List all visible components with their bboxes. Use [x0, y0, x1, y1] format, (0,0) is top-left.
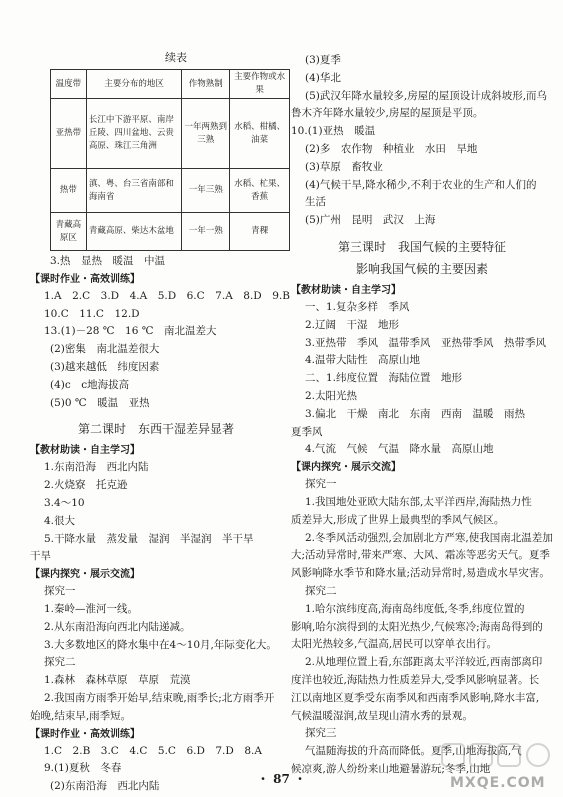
answer-line: 干旱 [30, 550, 51, 563]
table-cell-zone: 热带 [51, 169, 87, 213]
table-cell-crop-cycle: 一年三熟 [182, 169, 230, 213]
answer-line: (4)气候干旱,降水稀少,不利于农业的生产和人们的 [305, 178, 537, 191]
table-cell-zone: 亚热带 [51, 99, 87, 169]
answer-line: (3)草原 畜牧业 [305, 160, 383, 173]
table-cell-crops: 水稻、杧果、香蕉 [230, 169, 290, 213]
answer-line: 质差异大,形成了世界上最典型的季风气候区。 [291, 513, 505, 526]
answer-line: (5)0 ℃ 暖温 亚热 [50, 396, 150, 409]
table-cell-crop-cycle: 一年一熟 [182, 213, 230, 251]
answer-line: (4)c c地海拔高 [50, 378, 130, 391]
answer-line: 4.温带大陆性 高原山地 [305, 354, 421, 367]
answer-line: (3)夏季 [305, 54, 341, 66]
subsection-label: 探究二 [305, 584, 337, 597]
lesson-subtitle: 影响我国气候的主要因素 [355, 261, 488, 276]
answer-line: 太阳光热较多,气温高,居民可以穿单衣出行。 [291, 638, 498, 651]
answer-line: 2.我国南方雨季开始早,结束晚,雨季长;北方雨季开 [44, 691, 275, 704]
answer-line: 候凉爽,游人纷纷来山地避暑游玩;冬季,山地 [291, 762, 491, 775]
answer-line: 3.偏北 干燥 南北 东南 西南 温暖 雨热 [305, 407, 526, 420]
answer-line: 4.很大 [44, 514, 76, 527]
answer-line: 3.热 显热 暖温 中温 [50, 255, 166, 267]
answer-line: 10.(1)亚热 暖温 [291, 125, 376, 138]
lesson-title: 第二课时 东西干湿差异显著 [77, 422, 234, 437]
answer-line: (5)武汉年降水量较多,房屋的屋顶设计成斜坡形,而乌 [305, 89, 548, 102]
answer-line: (2)多 农作物 种植业 水田 旱地 [305, 142, 478, 155]
table-row [51, 99, 290, 169]
right-answers-1 [291, 52, 553, 230]
table-row [51, 169, 290, 213]
answer-line: 夏季风 [291, 425, 323, 438]
table-cell-crop-cycle: 一年两熟到三熟 [182, 99, 230, 169]
table-header-cell: 主要作物或水果 [230, 70, 290, 99]
answer-line: 3.亚热带 季风 温带季风 亚热带季风 热带季风 [305, 336, 547, 349]
answer-line: 1.A 2.C 3.D 4.A 5.D 6.C 7.A 8.D 9.B [44, 289, 290, 302]
section-header: 【课时作业・高效训练】 [30, 728, 140, 740]
subsection-label: 探究一 [44, 585, 76, 598]
answer-line: (2)密集 南北温差很大 [50, 343, 160, 356]
answer-line: 气温随海拔的升高而降低。夏季,山地海拔高,气 [305, 745, 522, 758]
answer-line: (2)东南沿海 西北内陆 [50, 780, 160, 793]
answer-line: 2.火烧寮 托克逊 [44, 479, 128, 492]
table-cell-crops: 青稞 [230, 213, 290, 251]
section-header: 【教材助读・自主学习】 [291, 284, 401, 296]
answer-line: 2.太阳光热 [305, 389, 358, 402]
answer-line: 影响,哈尔滨得到的太阳光热少,气候寒冷;海南岛得到的 [291, 620, 543, 633]
answer-line: 1.哈尔滨纬度高,海南岛纬度低,冬季,纬度位置的 [305, 602, 525, 615]
answer-line: 一、1.复杂多样 季风 [305, 300, 410, 313]
answer-line: 3.4～10 [44, 496, 85, 509]
left-answers-2 [30, 442, 282, 796]
answer-line: 始晚,结束早,雨季短。 [30, 709, 132, 722]
section-header: 【教材助读・自主学习】 [30, 445, 140, 457]
subsection-label: 探究二 [44, 656, 76, 669]
table-cell-regions: 长江中下游平原、南岸丘陵、四川盆地、云贵高原、珠江三角洲 [86, 99, 182, 169]
table-header-cell: 作物熟制 [182, 70, 230, 99]
section-header: 【课时作业・高效训练】 [30, 273, 140, 285]
left-column [30, 50, 290, 796]
answer-line: 1.C 2.B 3.C 4.C 5.C 6.D 7.D 8.A [44, 744, 262, 757]
answer-line: 5.干降水量 蒸发量 湿润 半湿润 半干旱 [44, 532, 254, 545]
answer-line: 1.森林 森林草原 草原 荒漠 [44, 674, 191, 687]
table-cell-zone: 青藏高原区 [51, 213, 87, 251]
table-cell-regions: 青藏高原、柴达木盆地 [86, 213, 182, 251]
answer-line: (5)广州 昆明 武汉 上海 [305, 214, 436, 227]
temperature-zone-table [50, 69, 290, 251]
answer-line: 江以南地区夏季受东南季风和西南季风影响,降水丰富, [291, 691, 540, 704]
answer-line: 2.冬季风活动强烈,会加剧北方严寒,使我国南北温差加 [305, 531, 553, 544]
table-cell-regions: 滇、粤、台三省南部和海南省 [86, 169, 182, 213]
answer-line: 1.东南沿海 西北内陆 [44, 461, 149, 474]
answer-line: 2.辽阔 干湿 地形 [305, 318, 400, 331]
answer-line: 气候温暖湿润,故呈现山清水秀的景观。 [291, 709, 473, 722]
table-header-cell: 主要分布的地区 [86, 70, 182, 99]
section-header: 【课内探究・展示交流】 [30, 569, 140, 581]
answer-line: 4.气流 气候 气温 降水量 高原山地 [305, 443, 494, 456]
table-header-cell: 温度带 [51, 70, 87, 99]
table-header-row [51, 70, 290, 99]
subsection-label: 探究一 [305, 478, 337, 491]
answer-line: 9.(1)夏秋 冬春 [44, 762, 122, 775]
answer-line: (4)华北 [305, 71, 341, 84]
answer-line: 2.从地理位置上看,东部距离太平洋较近,西南部离印 [305, 656, 543, 669]
table-caption: 续表 [165, 51, 187, 64]
table-cell-crops: 水稻、柑橘、油菜 [230, 99, 290, 169]
left-answers-1 [30, 253, 290, 412]
answer-line: 13.(1)－28 ℃ 16 ℃ 南北温差大 [44, 325, 217, 338]
section-header: 【课内探究・展示交流】 [291, 462, 401, 474]
answer-line: 1.我国地处亚欧大陆东部,太平洋西岸,海陆热力性 [305, 495, 532, 508]
right-answers-2 [291, 282, 553, 779]
answer-line: 生活 [305, 196, 326, 209]
watermark-text: MXQE.COM [450, 775, 546, 791]
right-column [291, 52, 553, 779]
answer-line: 鲁木齐年降水量较少,房屋的屋顶是平顶。 [291, 107, 484, 120]
answer-line: 大;活动异常时,带来严寒、大风、霜冻等恶劣天气。夏季 [291, 549, 550, 562]
answer-line: 度洋也较近,海陆热力性质差异大,受季风影响显著。长 [291, 673, 540, 686]
table-row [51, 213, 290, 251]
answer-line: 10.C 11.C 12.D [44, 307, 140, 320]
answer-line: 1.秦岭—淮河一线。 [44, 602, 139, 615]
answer-line: 二、1.纬度位置 海陆位置 地形 [305, 372, 463, 385]
answer-line: 风影响降水季节和降水量;活动异常时,易造成水旱灾害。 [291, 567, 550, 580]
lesson-title: 第三课时 我国气候的主要特征 [337, 239, 506, 254]
page-number: ・ 87 ・ [256, 772, 307, 786]
subsection-label: 探究三 [305, 727, 337, 740]
answer-line: 2.从东南沿海向西北内陆递减。 [44, 620, 191, 633]
answer-line: 3.大多数地区的降水集中在4～10月,年际变化大。 [44, 638, 277, 651]
answer-line: (3)越来越低 纬度因素 [50, 360, 160, 373]
